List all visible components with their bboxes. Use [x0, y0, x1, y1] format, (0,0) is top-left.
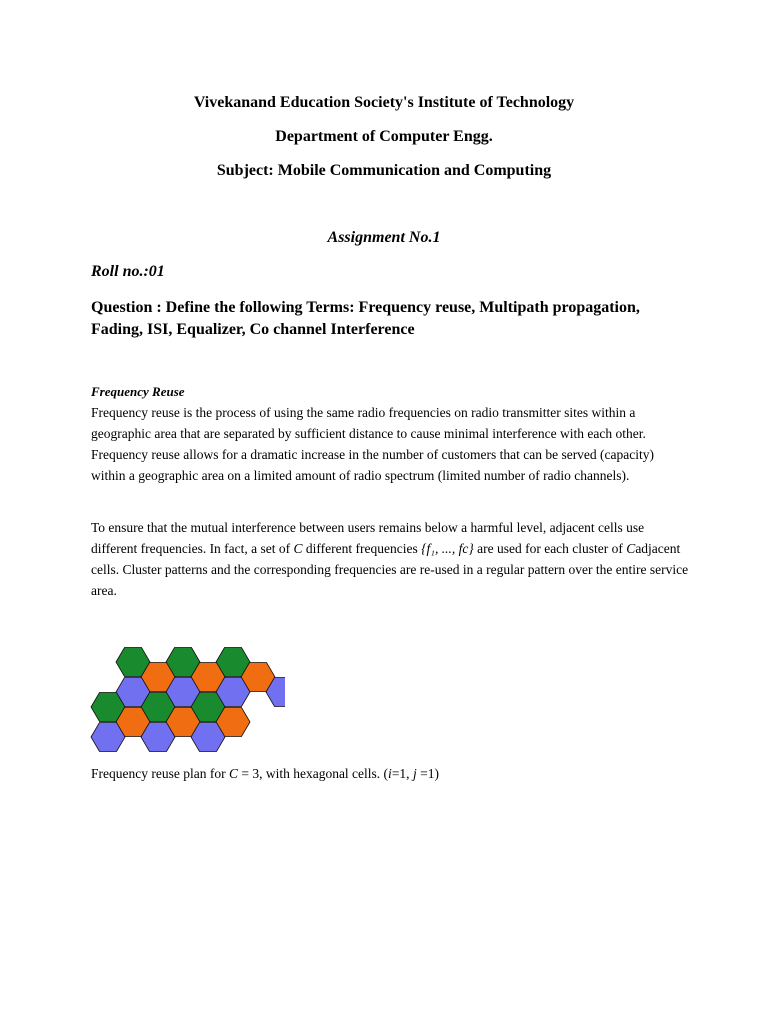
paragraph-2-part: To ensure that the mutual interference between users remains below a harmful level, adjacent cells use different frequencies. In fact, a set of: [91, 520, 645, 556]
assignment-title: Assignment No.1: [327, 229, 441, 246]
paragraph-2-part: are used for each cluster of: [473, 541, 627, 556]
caption-c: C: [228, 766, 238, 781]
frequency-set: {f₁, ..., fc}: [421, 541, 474, 556]
caption-part: =1): [416, 766, 439, 781]
department-title: Department of Computer Engg.: [275, 128, 493, 145]
section-title-frequency-reuse: Frequency Reuse: [91, 384, 185, 399]
caption-part: Frequency reuse plan for: [91, 766, 229, 781]
caption-part: = 3, with hexagonal cells. (: [237, 766, 389, 781]
figure-caption: [91, 766, 439, 782]
paragraph-2-c: C: [293, 541, 303, 556]
question-text: Question : Define the following Terms: Frequency reuse, Multipath propagation, Fading, ISI, Equalizer, Co channel Interference: [91, 299, 640, 338]
subject-title: Subject: Mobile Communication and Computing: [216, 162, 552, 179]
institute-title: Vivekanand Education Society's Institute of Technology: [193, 94, 575, 111]
paragraph-2-part: different frequencies: [302, 541, 422, 556]
paragraph-2-c: C: [626, 541, 636, 556]
paragraph-2-part: adjacent cells. Cluster patterns and the corresponding frequencies are re-used in a regular pattern over the entire service area.: [91, 541, 689, 598]
hexagonal-cell-figure: [85, 640, 285, 756]
caption-part: =1,: [391, 766, 413, 781]
paragraph-2: [91, 517, 691, 601]
roll-number: Roll no.:01: [91, 263, 165, 280]
paragraph-1: Frequency reuse is the process of using the same radio frequencies on radio transmitter sites within a geographic area that are separated by sufficient distance to cause minimal interference with each other. Frequency reuse allows for a dramatic increase in the number of customers that can be served (capacity) within a geographic area on a limited amount of radio spectrum (limited number of radio channels).: [91, 405, 655, 483]
caption-i: i: [388, 766, 392, 781]
caption-j: j: [412, 766, 417, 781]
